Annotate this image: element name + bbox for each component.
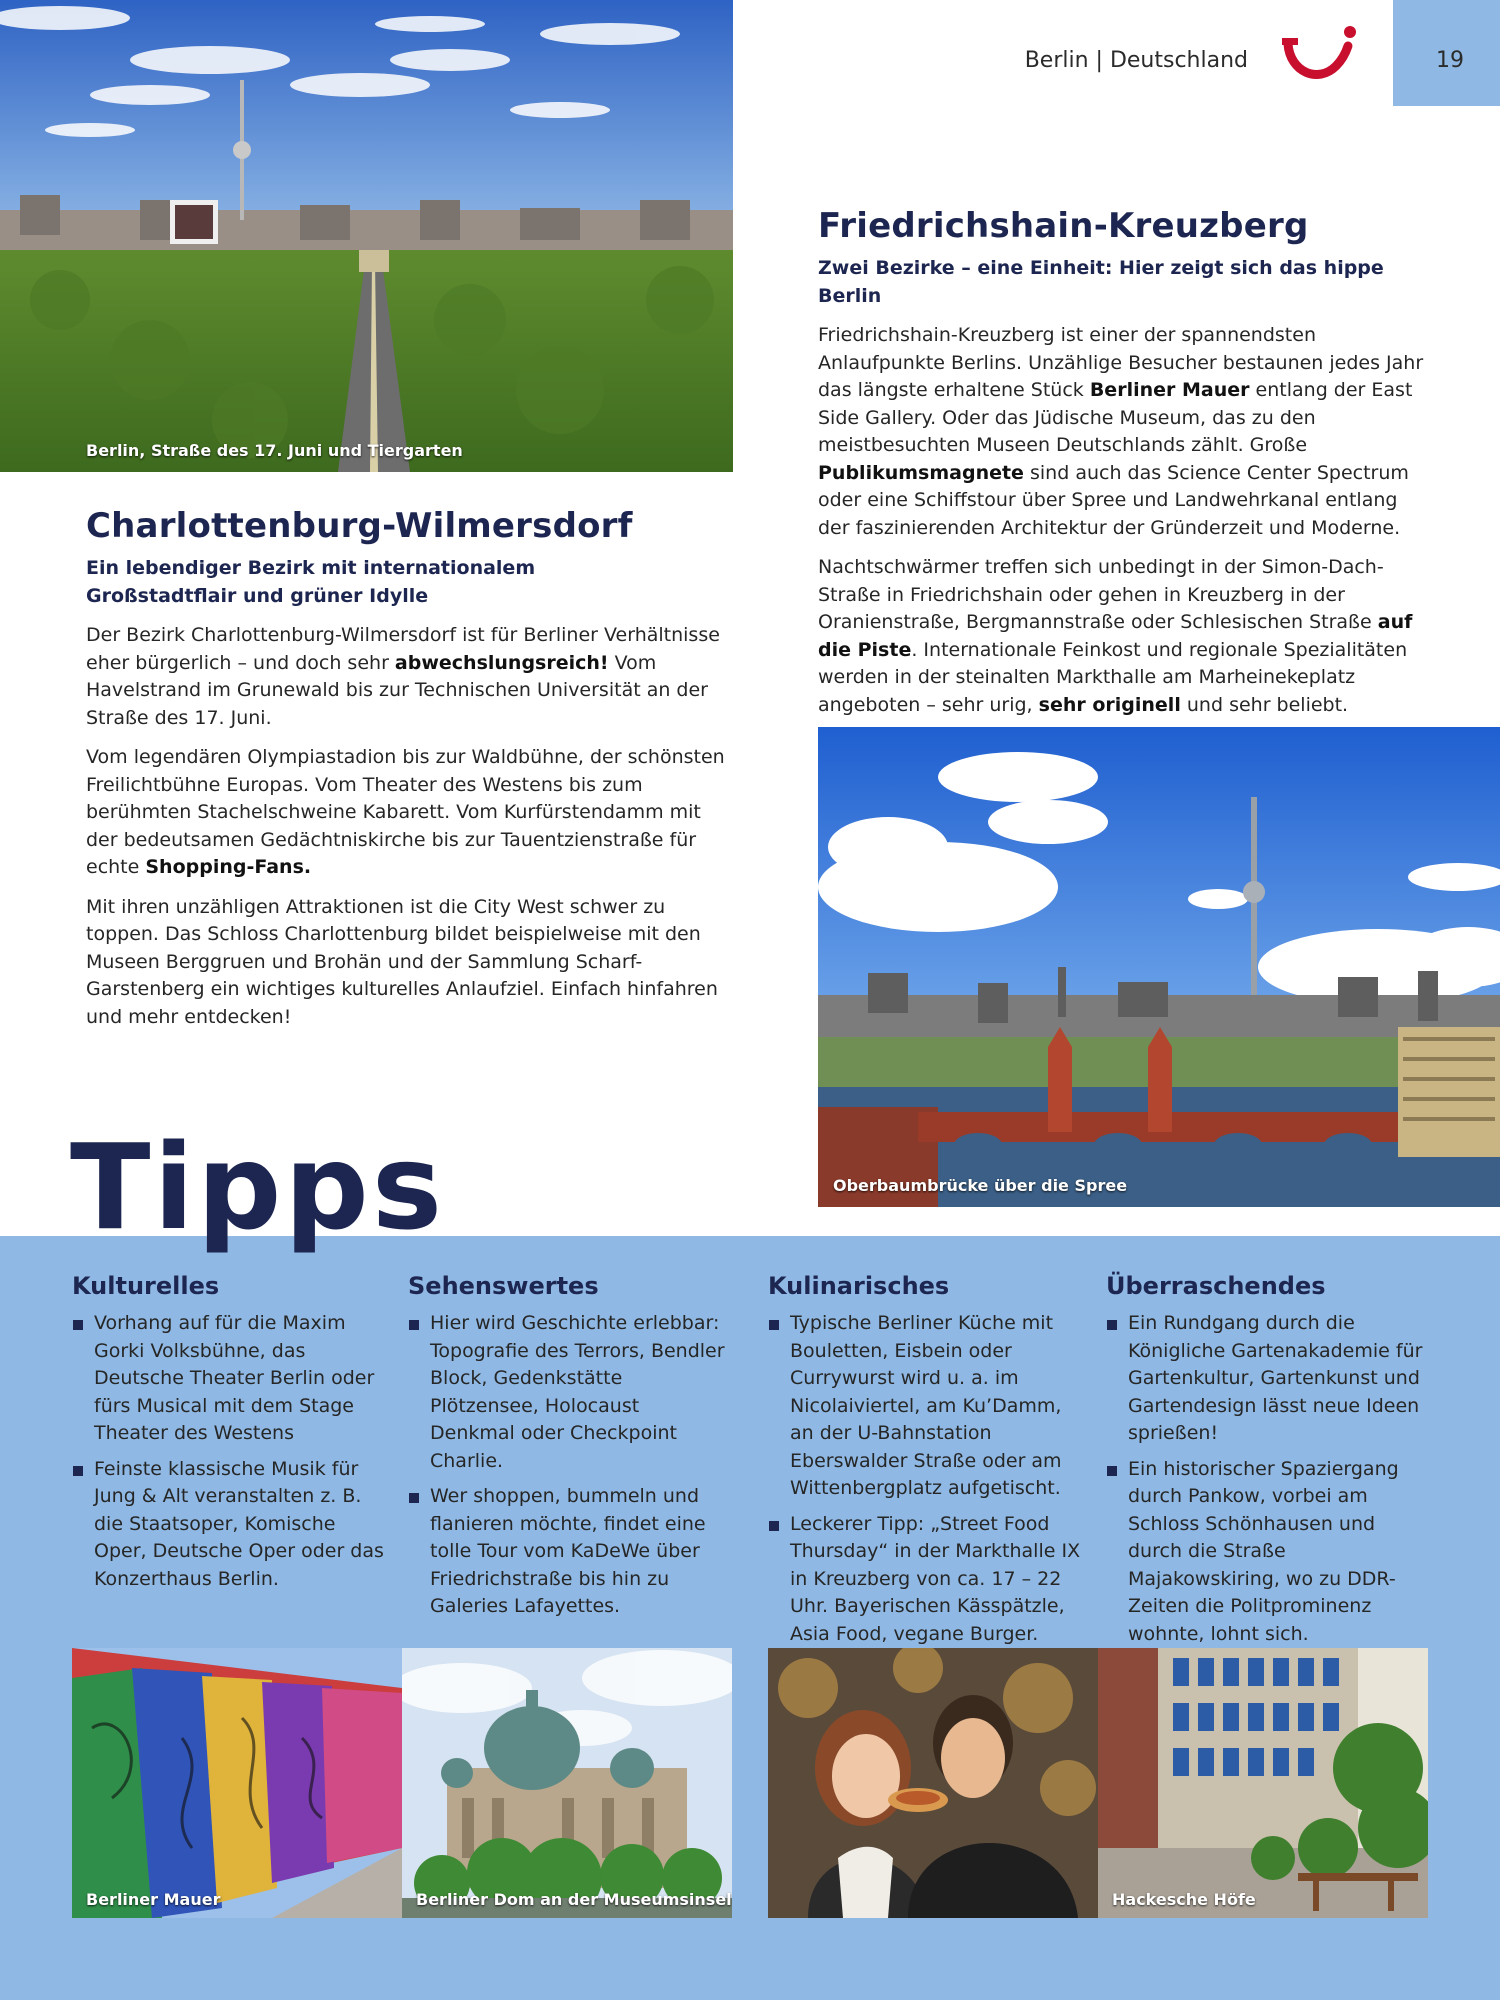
tips-title: Tipps <box>70 1118 446 1256</box>
article-paragraph: Nachtschwärmer treffen sich unbedingt in der Simon-Dach-Straße in Friedrichshain oder gehen in Kreuzberg in der Oranienstraße, Bergmannstraße oder Schlesischen Straße auf die Piste. Internationale Feinkost und regionale Spezialitäten werden in der steinalten Markthalle am Marheinekeplatz angeboten – sehr urig, sehr originell und sehr beliebt. <box>818 556 1413 716</box>
article-paragraph: Friedrichshain-Kreuzberg ist einer der spannendsten Anlaufpunkte Berlins. Unzählige Besucher bestaunen jedes Jahr das längste erhaltene Stück Berliner Mauer entlang der East Side Gallery. Oder das Jüdische Museum, das zu den meistbesuchten Museen Deutschlands zählt. Große Publikumsmagnete sind auch das Science Center Spectrum oder eine Schiffstour über Spree und Landwehrkanal entlang der faszinierenden Architektur der Gründerzeit und Moderne. <box>818 324 1424 539</box>
article-paragraph: Mit ihren unzähligen Attraktionen ist die City West schwer zu toppen. Das Schloss Charlottenburg bildet beispielweise mit den Museen Berggruen und Brohän und der Sammlung Scharf-Garstenberg ein wichtiges kulturelles Anlaufziel. Einfach hinfahren und mehr entdecken! <box>86 895 718 1028</box>
tips-list-item: Ein Rundgang durch die Königliche Gartenakademie für Gartenkultur, Gartenkunst und Gartendesign lässt neue Ideen sprießen! <box>1106 1310 1424 1448</box>
tips-list-item: Ein historischer Spaziergang durch Pankow, vorbei am Schloss Schönhausen und durch die Straße Majakowskiring, wo zu DDR-Zeiten die Politprominenz wohnte, lohnt sich. <box>1106 1456 1424 1649</box>
tips-column-kulinarisches <box>768 1272 1086 1656</box>
tips-column-sehenswertes <box>408 1272 726 1629</box>
page-header-location: Berlin | Deutschland <box>1024 48 1248 73</box>
tips-column-kulturelles <box>72 1272 390 1601</box>
article-charlottenburg <box>86 506 736 1043</box>
photo-oberbaumbruecke <box>818 727 1500 1207</box>
tips-column-heading: Überraschendes <box>1106 1272 1326 1300</box>
article-subtitle-charlottenburg: Ein lebendiger Bezirk mit internationalem Großstadtflair und grüner Idylle <box>86 557 536 607</box>
tui-logo-icon <box>1280 22 1360 92</box>
tips-list-item: Feinste klassische Musik für Jung & Alt veranstalten z. B. die Staatsoper, Komische Oper, Deutsche Oper oder das Konzerthaus Berlin. <box>72 1456 390 1594</box>
photo-berliner-mauer <box>72 1648 402 1918</box>
photo-caption-dom: Berliner Dom an der Museumsinsel <box>416 1890 732 1909</box>
street-food-illustration <box>768 1648 1098 1918</box>
tips-column-heading: Kulinarisches <box>768 1272 950 1300</box>
tips-list-item: Leckerer Tipp: „Street Food Thursday“ in der Markthalle IX in Kreuzberg von ca. 17 – 22 Uhr. Bayerischen Kässpätzle, Asia Food, vegane Burger. <box>768 1511 1086 1649</box>
tips-column-ueberraschendes <box>1106 1272 1424 1656</box>
tips-column-heading: Sehenswertes <box>408 1272 599 1300</box>
article-subtitle-friedrichshain: Zwei Bezirke – eine Einheit: Hier zeigt sich das hippe Berlin <box>818 257 1384 307</box>
tiergarten-illustration <box>0 0 733 472</box>
article-title-charlottenburg: Charlottenburg-Wilmersdorf <box>86 506 633 546</box>
oberbaum-illustration <box>818 727 1500 1207</box>
photo-street-food <box>768 1648 1098 1918</box>
photo-caption-oberbaum: Oberbaumbrücke über die Spree <box>833 1176 1128 1195</box>
article-paragraph: Vom legendären Olympiastadion bis zur Waldbühne, der schönsten Freilichtbühne Europas. Vom Theater des Westens bis zum berühmten Stachelschweine Kabarett. Vom Kurfürstendamm mit der bedeutsamen Gedächtniskirche bis zur Tauentzienstraße für echte Shopping-Fans. <box>86 746 725 878</box>
photo-hackesche-hoefe <box>1098 1648 1428 1918</box>
hackesche-illustration <box>1098 1648 1428 1918</box>
dom-illustration <box>402 1648 732 1918</box>
tips-list-item: Wer shoppen, bummeln und flanieren möchte, findet eine tolle Tour vom KaDeWe über Friedrichstraße bis hin zu Galeries Lafayettes. <box>408 1483 726 1621</box>
tips-column-heading: Kulturelles <box>72 1272 220 1300</box>
photo-caption-hackesche: Hackesche Höfe <box>1112 1890 1256 1909</box>
photo-berliner-dom <box>402 1648 732 1918</box>
mauer-illustration <box>72 1648 402 1918</box>
photo-caption-mauer: Berliner Mauer <box>86 1890 221 1909</box>
article-friedrichshain <box>818 206 1433 731</box>
tips-list-item: Hier wird Geschichte erlebbar: Topografie des Terrors, Bendler Block, Gedenkstätte Plötzensee, Holocaust Denkmal oder Checkpoint Charlie. <box>408 1310 726 1475</box>
photo-tiergarten <box>0 0 733 472</box>
tips-list-item: Vorhang auf für die Maxim Gorki Volksbühne, das Deutsche Theater Berlin oder fürs Musical mit dem Stage Theater des Westens <box>72 1310 390 1448</box>
tips-list-item: Typische Berliner Küche mit Bouletten, Eisbein oder Currywurst wird u. a. im Nicolaiviertel, am Ku’Damm, an der U-Bahnstation Eberswalder Straße oder am Wittenbergplatz aufgetischt. <box>768 1310 1086 1503</box>
photo-caption-tiergarten: Berlin, Straße des 17. Juni und Tiergarten <box>86 441 463 460</box>
article-paragraph: Der Bezirk Charlottenburg-Wilmersdorf ist für Berliner Verhältnisse eher bürgerlich – und doch sehr abwechslungsreich! Vom Havelstrand im Grunewald bis zur Technischen Universität an der Straße des 17. Juni. <box>86 624 720 729</box>
page-number: 19 <box>1436 48 1464 73</box>
article-title-friedrichshain: Friedrichshain-Kreuzberg <box>818 206 1309 246</box>
